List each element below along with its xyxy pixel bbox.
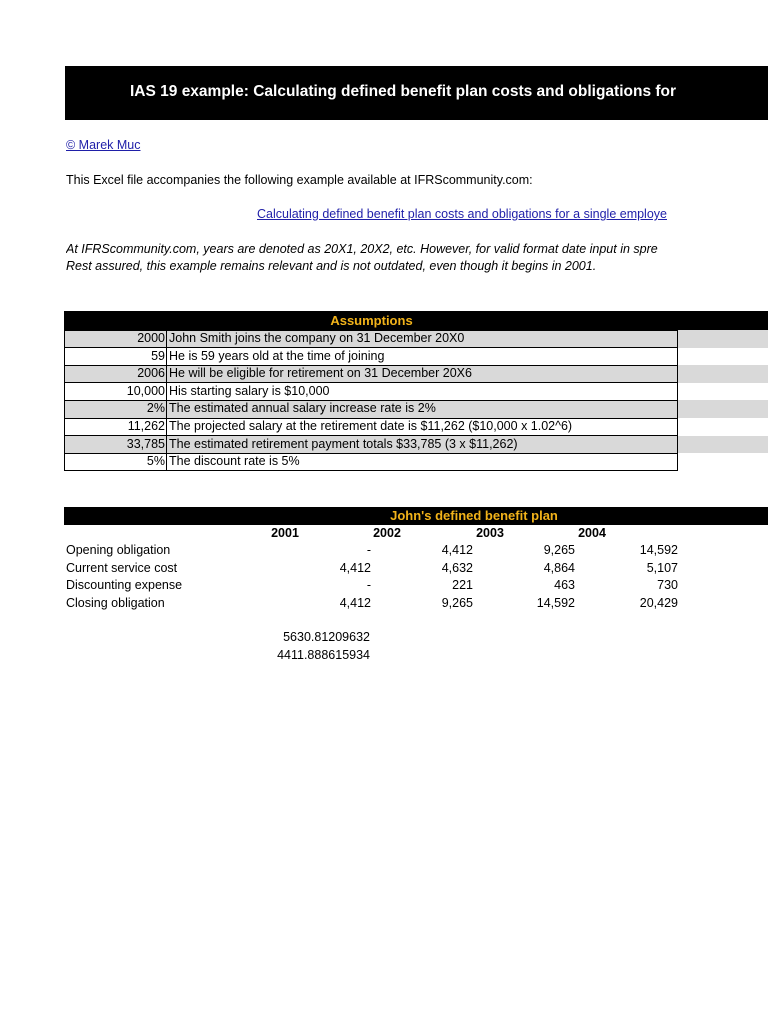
row-divider (64, 435, 678, 436)
cell: 730 (657, 578, 678, 592)
cell: 9,265 (441, 596, 473, 610)
assumption-row (64, 436, 768, 454)
assumption-row (64, 453, 768, 471)
row-divider (64, 400, 678, 401)
row-divider (64, 418, 678, 419)
assumption-row (64, 418, 768, 436)
cell: 463 (554, 578, 575, 592)
assumption-value: 2% (146, 401, 165, 416)
assumption-text: The estimated annual salary increase rate is 2% (169, 401, 436, 416)
assumption-row (64, 400, 768, 418)
cell: 14,592 (536, 596, 575, 610)
cell: - (366, 578, 371, 592)
row-label: Closing obligation (66, 596, 165, 610)
extra-value: 5630.81209632 (283, 630, 370, 644)
assumption-text: John Smith joins the company on 31 December 20X0 (169, 331, 465, 345)
cell: 4,864 (543, 561, 575, 575)
page-title: IAS 19 example: Calculating defined benefit plan costs and obligations for (130, 83, 677, 100)
year-header: 2004 (578, 526, 606, 540)
cell: 5,107 (646, 561, 678, 575)
assumption-row (64, 365, 768, 383)
row-divider (64, 453, 678, 454)
cell: 4,412 (339, 561, 371, 575)
assumption-value: 5% (146, 454, 165, 469)
assumption-text: His starting salary is $10,000 (169, 383, 330, 398)
row-divider (64, 347, 678, 348)
cell: - (366, 543, 371, 557)
assumption-text: He will be eligible for retirement on 31 December 20X6 (169, 366, 472, 381)
cell: 9,265 (543, 543, 575, 557)
assumptions-title: Assumptions (330, 313, 413, 328)
row-divider (64, 382, 678, 383)
row-divider (64, 365, 678, 366)
assumption-value: 10,000 (126, 383, 165, 398)
title-bar (65, 66, 768, 120)
column-divider (166, 330, 167, 471)
assumption-row (64, 330, 768, 348)
cell: 4,412 (339, 596, 371, 610)
assumption-value: 59 (151, 348, 165, 363)
row-label: Discounting expense (66, 578, 183, 592)
row-label: Current service cost (66, 561, 178, 575)
assumption-row (64, 383, 768, 401)
assumption-text: The projected salary at the retirement date is $11,262 ($10,000 x 1.02^6) (169, 418, 573, 433)
plan-title: John's defined benefit plan (390, 508, 558, 523)
year-header: 2001 (271, 526, 299, 540)
extra-value: 4411.888615934 (277, 648, 370, 662)
assumption-text: He is 59 years old at the time of joining (169, 348, 385, 363)
author-link[interactable]: © Marek Muc (66, 138, 141, 152)
year-header: 2002 (373, 526, 401, 540)
assumption-value: 11,262 (127, 418, 165, 433)
assumption-text: The estimated retirement payment totals $33,785 (3 x $11,262) (169, 436, 518, 451)
article-link[interactable]: Calculating defined benefit plan costs and obligations for a single employe (257, 207, 667, 221)
year-header: 2003 (476, 526, 504, 540)
assumption-value: 33,785 (126, 436, 165, 451)
note-line-2: Rest assured, this example remains relevant and is not outdated, even though it begins in 2001. (66, 259, 597, 273)
cell: 4,632 (441, 561, 473, 575)
cell: 221 (452, 578, 473, 592)
plan-header (64, 507, 768, 525)
row-label: Opening obligation (66, 543, 171, 557)
cell: 20,429 (639, 596, 678, 610)
assumption-row (64, 348, 768, 366)
assumptions-header (64, 311, 768, 330)
note-line-1: At IFRScommunity.com, years are denoted as 20X1, 20X2, etc. However, for valid format date input in spre (66, 242, 658, 256)
assumption-value: 2006 (137, 366, 165, 381)
cell: 4,412 (441, 543, 473, 557)
assumption-value: 2000 (137, 331, 165, 345)
assumption-text: The discount rate is 5% (169, 454, 300, 469)
intro-text: This Excel file accompanies the following example available at IFRScommunity.com: (66, 173, 533, 187)
cell: 14,592 (639, 543, 678, 557)
